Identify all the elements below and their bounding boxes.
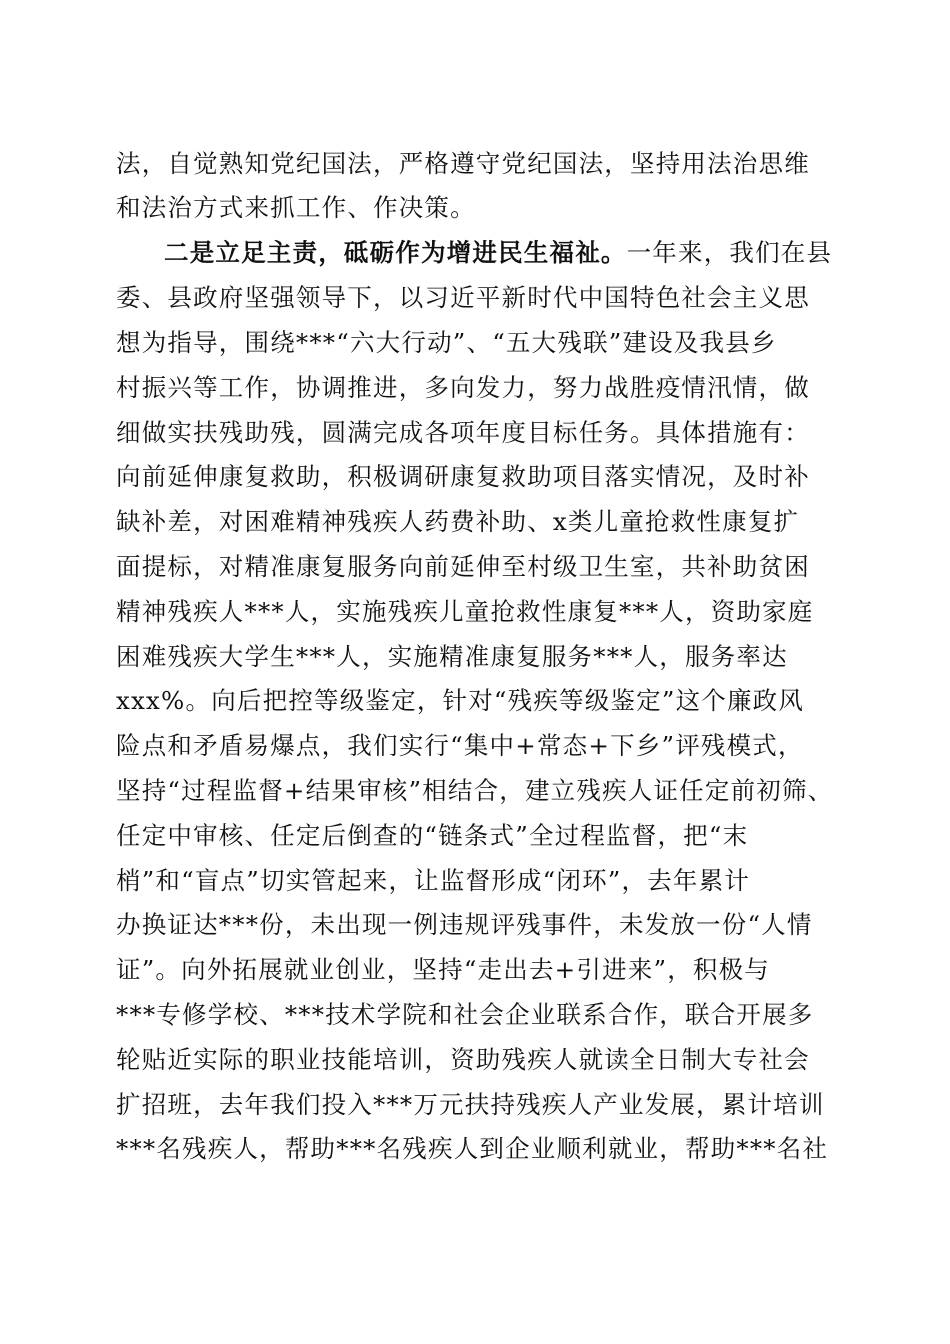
text-line: 扩招班，去年我们投入***万元扶持残疾人产业发展，累计培训 [116,1090,825,1119]
paragraph-heading: 二是立足主责，砥砺作为增进民生福祉。 [164,238,627,267]
text-line: 缺补差，对困难精神残疾人药费补助、x类儿童抢救性康复扩 [116,507,800,536]
text-line: 梢”和“盲点”切实管起来，让监督形成“闭环”，去年累计 [116,866,751,895]
text-line: 和法治方式来抓工作、作决策。 [116,193,476,222]
paragraph-text: 一年来，我们在县 [626,238,833,267]
text-line: xxx%。向后把控等级鉴定，针对“残疾等级鉴定”这个廉政风 [116,686,805,715]
text-line: 轮贴近实际的职业技能培训，资助残疾人就读全日制大专社会 [116,1045,810,1074]
text-line: 向前延伸康复救助，积极调研康复救助项目落实情况，及时补 [116,462,810,491]
text-line: ***名残疾人，帮助***名残疾人到企业顺利就业，帮助***名社 [116,1134,829,1163]
text-line: 任定中审核、任定后倒查的“链条式”全过程监督，把“末 [116,821,749,850]
text-line: 办换证达***份，未出现一例违规评残事件，未发放一份“人情 [116,910,813,939]
text-line: 证”。向外拓展就业创业，坚持“走出去+引进来”，积极与 [116,955,771,984]
text-line: 面提标，对精准康复服务向前延伸至村级卫生室，共补助贫困 [116,552,810,581]
text-line: 坚持“过程监督+结果审核”相结合，建立残疾人证任定前初筛、 [116,776,834,805]
text-line: 细做实扶残助残，圆满完成各项年度目标任务。具体措施有： [116,418,810,447]
text-line: ***专修学校、***技术学院和社会企业联系合作，联合开展多 [116,1000,814,1029]
paragraph-start-line [164,233,832,273]
text-line: 想为指导，围绕***“六大行动”、“五大残联”建设及我县乡 [116,328,777,357]
text-line: 村振兴等工作，协调推进，多向发力，努力战胜疫情汛情，做 [116,373,810,402]
text-line: 法，自觉熟知党纪国法，严格遵守党纪国法，坚持用法治思维 [116,149,810,178]
text-line: 困难残疾大学生***人，实施精准康复服务***人，服务率达 [116,642,788,671]
text-line: 精神残疾人***人，实施残疾儿童抢救性康复***人，资助家庭 [116,597,814,626]
text-line: 险点和矛盾易爆点，我们实行“集中+常态+下乡”评残模式， [116,731,804,760]
text-line: 委、县政府坚强领导下，以习近平新时代中国特色社会主义思 [116,283,810,312]
